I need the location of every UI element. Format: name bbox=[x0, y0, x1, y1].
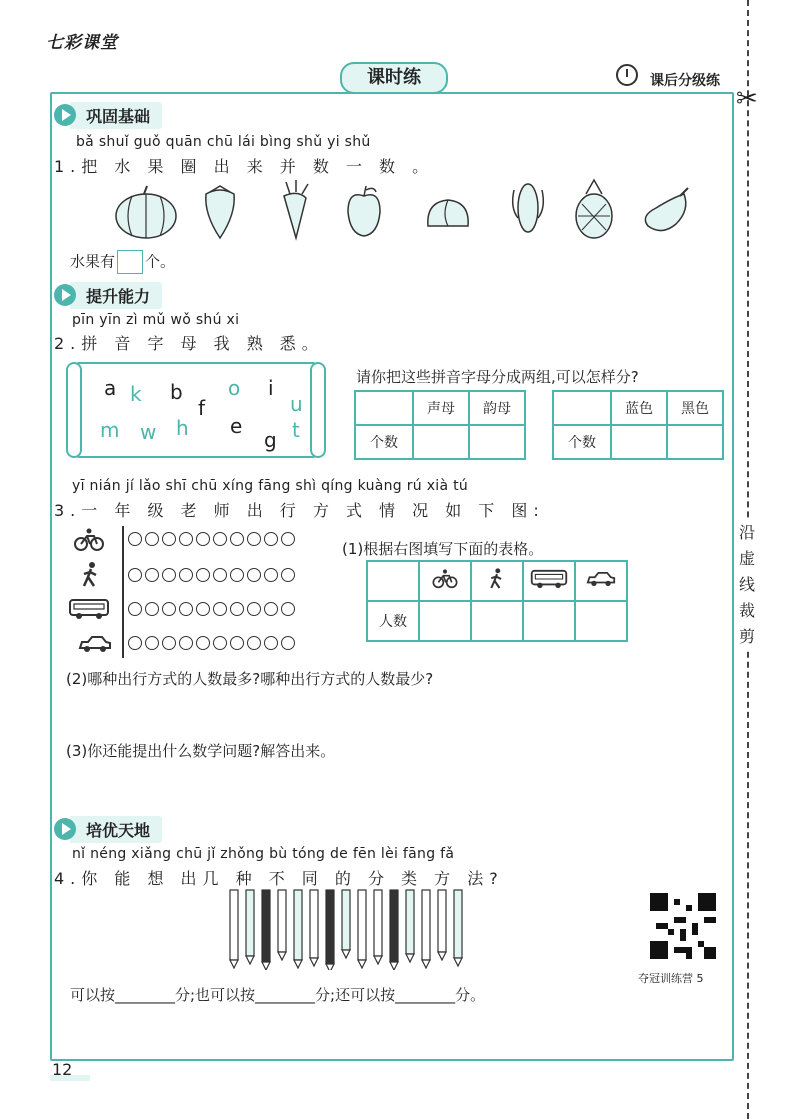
q1-answer-prefix: 水果有 bbox=[70, 252, 116, 271]
q1-answer-suffix: 个。 bbox=[145, 252, 176, 271]
walk-icon bbox=[488, 568, 506, 590]
q4-text: 4.你 能 想 出几 种 不 同 的 分 类 方 法? bbox=[54, 869, 504, 888]
letter: t bbox=[292, 418, 300, 442]
count-circle bbox=[196, 568, 210, 582]
pencil-icon[interactable] bbox=[374, 890, 382, 964]
pencil-icon[interactable] bbox=[246, 890, 254, 964]
count-circle bbox=[162, 602, 176, 616]
apple-icon[interactable] bbox=[348, 186, 380, 236]
q1-answer-box[interactable] bbox=[117, 250, 143, 274]
count-circle bbox=[179, 602, 193, 616]
q2-text: 2.拼 音 字 母 我 熟 悉。 bbox=[54, 334, 324, 353]
table1-header-2: 韵母 bbox=[469, 391, 525, 425]
count-circle bbox=[264, 532, 278, 546]
q3-text: 3.一 年 级 老 师 出 行 方 式 情 况 如 下 图: bbox=[54, 501, 545, 520]
q3-sub1: (1)根据右图填写下面的表格。 bbox=[342, 540, 544, 558]
count-circle bbox=[247, 602, 261, 616]
bus-icon bbox=[68, 598, 110, 620]
count-circle bbox=[128, 602, 142, 616]
count-circle bbox=[281, 602, 295, 616]
play-icon bbox=[54, 818, 76, 840]
pencil-icon[interactable] bbox=[294, 890, 302, 968]
bike-icon bbox=[74, 528, 104, 552]
count-circle bbox=[213, 602, 227, 616]
brand-logo: 七彩课堂 bbox=[46, 33, 118, 53]
travel-table-cell[interactable] bbox=[523, 601, 575, 641]
count-circle bbox=[145, 568, 159, 582]
count-circle bbox=[162, 532, 176, 546]
table-bus-icon bbox=[523, 561, 575, 601]
play-icon bbox=[54, 284, 76, 306]
qr-code-icon[interactable] bbox=[650, 893, 716, 959]
table1-header-1: 声母 bbox=[413, 391, 469, 425]
count-circle bbox=[128, 568, 142, 582]
letter: m bbox=[100, 418, 120, 442]
q4-pinyin: nǐ néng xiǎng chū jǐ zhǒng bù tóng de fēn lèi fāng fǎ bbox=[72, 846, 455, 862]
q3-sub3: (3)你还能提出什么数学问题?解答出来。 bbox=[66, 742, 336, 760]
section-label: 培优天地 bbox=[70, 816, 162, 843]
table2-cell[interactable] bbox=[667, 425, 723, 459]
letter: w bbox=[140, 420, 157, 444]
scissors-icon: ✂ bbox=[736, 84, 758, 114]
clock-icon bbox=[616, 64, 638, 86]
carrot-icon[interactable] bbox=[284, 180, 308, 238]
letter: h bbox=[176, 416, 189, 440]
walk-circles bbox=[128, 568, 295, 582]
count-circle bbox=[230, 568, 244, 582]
count-circle bbox=[145, 636, 159, 650]
letter: i bbox=[268, 376, 274, 400]
table2-header-1: 蓝色 bbox=[611, 391, 667, 425]
count-circle bbox=[179, 532, 193, 546]
pencil-icon[interactable] bbox=[262, 890, 270, 970]
q2-instruction: 请你把这些拼音字母分成两组,可以怎样分? bbox=[356, 368, 639, 386]
letter: g bbox=[264, 428, 277, 452]
count-circle bbox=[196, 532, 210, 546]
pencil-icon[interactable] bbox=[326, 890, 334, 970]
fruit-row bbox=[100, 178, 700, 242]
count-circle bbox=[179, 568, 193, 582]
q1-pinyin: bǎ shuǐ guǒ quān chū lái bìng shǔ yi shǔ bbox=[76, 134, 371, 150]
section-label: 提升能力 bbox=[70, 282, 162, 309]
page-title: 课时练 bbox=[340, 62, 448, 94]
section-label: 巩固基础 bbox=[70, 102, 162, 129]
count-circle bbox=[281, 532, 295, 546]
count-circle bbox=[230, 602, 244, 616]
classify-table-2 bbox=[552, 390, 724, 460]
pencil-icon[interactable] bbox=[310, 890, 318, 966]
classify-table-1 bbox=[354, 390, 526, 460]
travel-table-cell[interactable] bbox=[471, 601, 523, 641]
table1-cell[interactable] bbox=[413, 425, 469, 459]
table2-header-2: 黑色 bbox=[667, 391, 723, 425]
section-head-improve bbox=[54, 282, 162, 308]
q1-answer-line bbox=[70, 250, 175, 274]
bus-circles bbox=[128, 602, 295, 616]
count-circle bbox=[264, 636, 278, 650]
walk-icon bbox=[80, 562, 102, 588]
corn-icon[interactable] bbox=[513, 184, 544, 232]
count-circle bbox=[247, 532, 261, 546]
count-circle bbox=[162, 636, 176, 650]
q3-sub2: (2)哪种出行方式的人数最多?哪种出行方式的人数最少? bbox=[66, 670, 434, 688]
bus-icon bbox=[529, 569, 569, 589]
letter: b bbox=[170, 380, 183, 404]
car-icon bbox=[586, 570, 616, 588]
count-circle bbox=[179, 636, 193, 650]
pencil-icon[interactable] bbox=[342, 890, 350, 958]
letter: e bbox=[230, 414, 243, 438]
after-class-label: 课后分级练 bbox=[650, 73, 720, 89]
table-car-icon bbox=[575, 561, 627, 601]
letter: k bbox=[130, 382, 142, 406]
count-circle bbox=[213, 568, 227, 582]
q1-text: 1.把 水 果 圈 出 来 并 数 一 数 。 bbox=[54, 157, 435, 176]
pencil-icon[interactable] bbox=[406, 890, 414, 962]
letter: o bbox=[228, 376, 241, 400]
page-number: 12 bbox=[52, 1060, 73, 1079]
letter: a bbox=[104, 376, 117, 400]
letter: u bbox=[290, 392, 303, 416]
letter-area bbox=[70, 362, 318, 454]
travel-table bbox=[366, 560, 628, 642]
section-head-basics bbox=[54, 102, 162, 128]
pencil-icon[interactable] bbox=[454, 890, 462, 966]
car-icon bbox=[78, 634, 112, 654]
pencils-group bbox=[224, 886, 476, 970]
count-circle bbox=[145, 532, 159, 546]
count-circle bbox=[281, 636, 295, 650]
table1-cell[interactable] bbox=[469, 425, 525, 459]
table-bike-icon bbox=[419, 561, 471, 601]
pencil-icon[interactable] bbox=[230, 890, 238, 968]
cut-instruction: 沿虚线裁剪 bbox=[734, 520, 760, 650]
count-circle bbox=[281, 568, 295, 582]
count-circle bbox=[230, 636, 244, 650]
chart-axis bbox=[122, 526, 124, 658]
peach-icon[interactable] bbox=[428, 200, 468, 226]
section-head-advanced bbox=[54, 816, 162, 842]
pencil-icon[interactable] bbox=[438, 890, 446, 960]
pencil-icon[interactable] bbox=[422, 890, 430, 968]
count-circle bbox=[247, 636, 261, 650]
q2-pinyin: pīn yīn zì mǔ wǒ shú xi bbox=[72, 312, 240, 328]
q4-answer: 可以按________分;也可以按________分;还可以按________分。 bbox=[70, 986, 486, 1004]
eggplant-icon[interactable] bbox=[645, 188, 688, 231]
pumpkin-icon[interactable] bbox=[116, 186, 176, 238]
count-circle bbox=[196, 602, 210, 616]
travel-table-row-label: 人数 bbox=[367, 601, 419, 641]
pineapple-icon[interactable] bbox=[576, 180, 612, 238]
table2-cell[interactable] bbox=[611, 425, 667, 459]
strawberry-icon[interactable] bbox=[206, 186, 234, 238]
travel-table-cell[interactable] bbox=[575, 601, 627, 641]
q3-pinyin: yī nián jí lǎo shī chū xíng fāng shì qíng kuàng rú xià tú bbox=[72, 478, 469, 494]
table1-row-label: 个数 bbox=[355, 425, 413, 459]
car-circles bbox=[128, 636, 295, 650]
qr-caption: 夺冠训练营 5 bbox=[638, 972, 704, 985]
count-circle bbox=[264, 568, 278, 582]
letter: f bbox=[198, 396, 206, 420]
count-circle bbox=[230, 532, 244, 546]
travel-table-cell[interactable] bbox=[419, 601, 471, 641]
count-circle bbox=[264, 602, 278, 616]
count-circle bbox=[145, 602, 159, 616]
count-circle bbox=[196, 636, 210, 650]
count-circle bbox=[162, 568, 176, 582]
count-circle bbox=[213, 532, 227, 546]
play-icon bbox=[54, 104, 76, 126]
count-circle bbox=[213, 636, 227, 650]
count-circle bbox=[247, 568, 261, 582]
table2-row-label: 个数 bbox=[553, 425, 611, 459]
bike-circles bbox=[128, 532, 295, 546]
count-circle bbox=[128, 532, 142, 546]
pencil-icon[interactable] bbox=[278, 890, 286, 960]
pencil-icon[interactable] bbox=[358, 890, 366, 968]
count-circle bbox=[128, 636, 142, 650]
bike-icon bbox=[432, 569, 458, 589]
table-walk-icon bbox=[471, 561, 523, 601]
pencil-icon[interactable] bbox=[390, 890, 398, 970]
